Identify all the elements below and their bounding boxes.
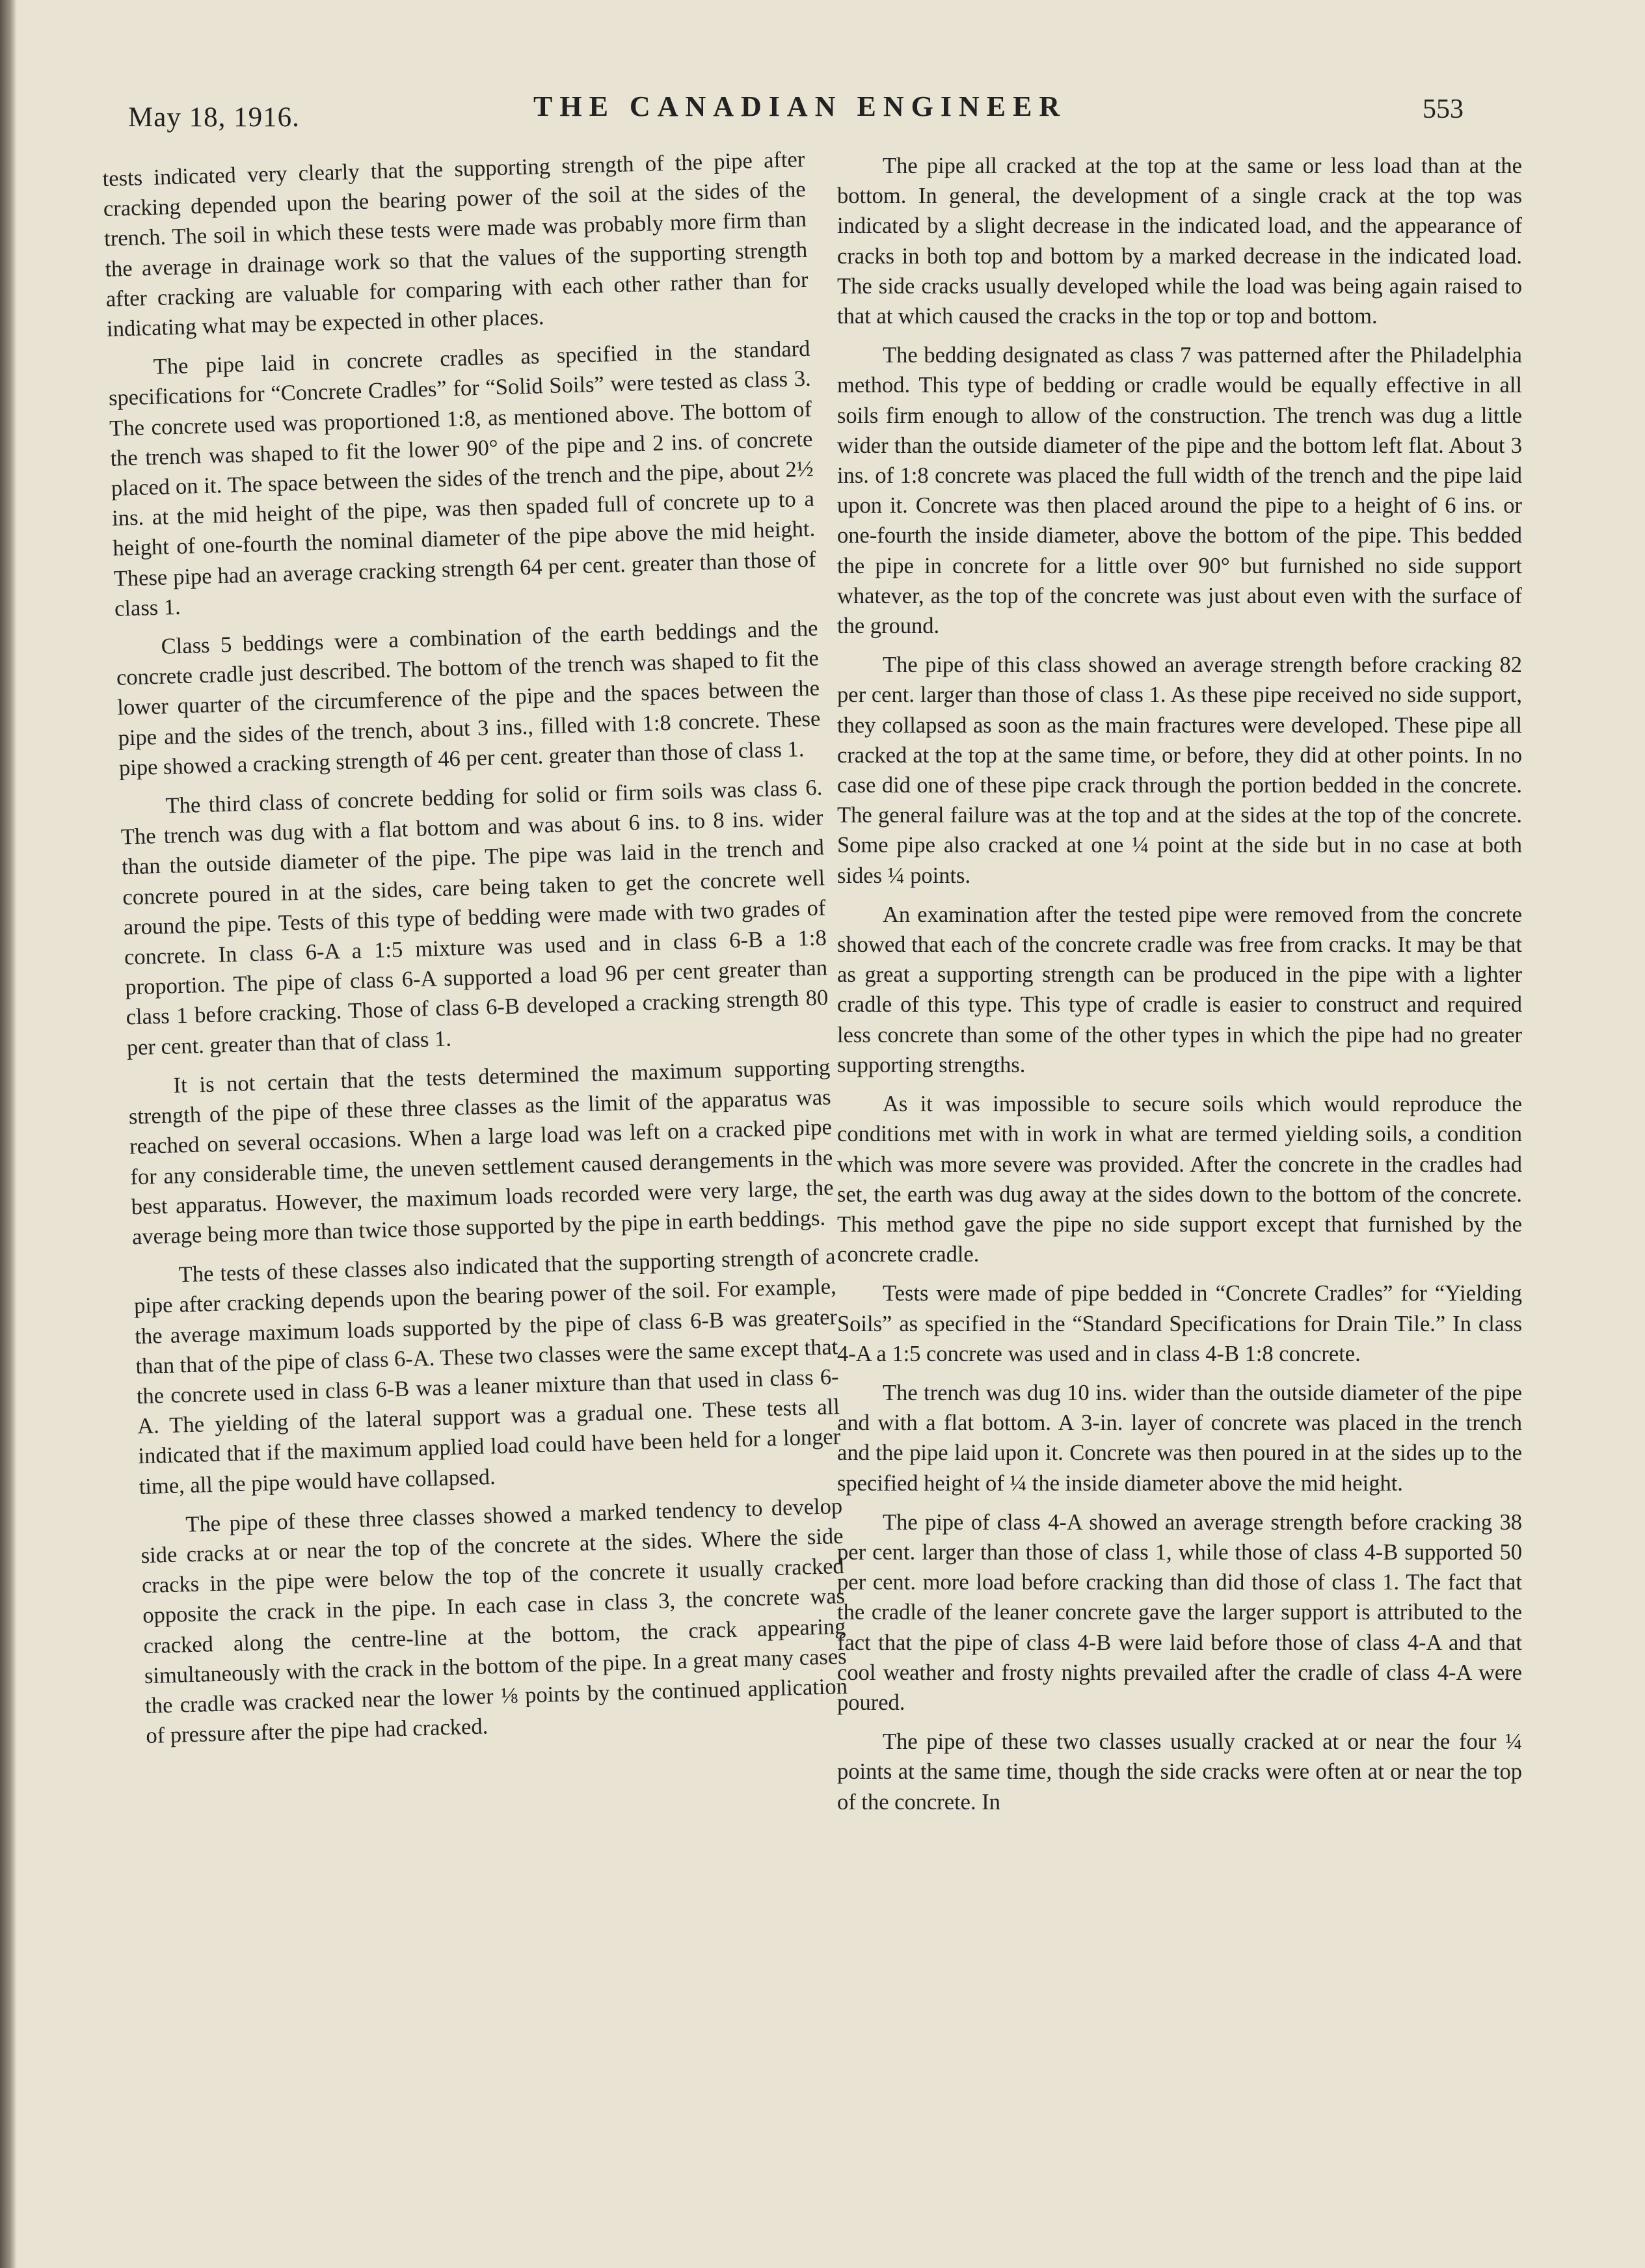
- paragraph: Tests were made of pipe bedded in “Concrete Cradles” for “Yielding Soils” as specified in the “Standard Specifications for Drain Tile.” In class 4-A a 1:5 concrete was used and in class 4-B 1:8 concrete.: [837, 1281, 1522, 1366]
- paragraph: The pipe all cracked at the top at the same or less load than at the bottom. In general, the development of a single crack at the top was indicated by a slight decrease in the indicated load, and the appearance of cracks in both top and bottom by a marked decrease in the indicated load. The side cracks usually developed while the load was being again raised to that at which caused the cracks in the top or top and bottom.: [837, 154, 1522, 329]
- paragraph: An examination after the tested pipe were removed from the concrete showed that each of the concrete cradle was free from cracks. It may be that as great a supporting strength can be produced in the pipe with a lighter cradle of this type. This type of cradle is easier to construct and required less concrete than some of the other types in which the pipe had no greater supporting strengths.: [837, 902, 1522, 1077]
- paragraph: The pipe of these three classes showed a marked tendency to develop side cracks at or near the top of the concrete at the sides. Where the side cracks in the pipe were below the top of the concrete it usually cracked opposite the crack in the pipe. In each case in class 3, the concrete was cracked along the centre-line at the bottom, the crack appearing simultaneously with the crack in the bottom of the pipe. In a great many cases the cradle was cracked near the lower ⅛ points by the continued application of pressure after the pipe had cracked.: [140, 1493, 848, 1749]
- paragraph: The bedding designated as class 7 was patterned after the Philadelphia method. This type of bedding or cradle would be equally effective in all soils firm enough to allow of the construction. The trench was dug a little wider than the outside diameter of the pipe and the bottom left flat. About 3 ins. of 1:8 concrete was placed the full width of the trench and the pipe laid upon it. Concrete was then placed around the pipe to a height of 6 ins. or one-fourth the inside diameter, above the bottom of the pipe. This bedded the pipe in concrete for a little over 90° but furnished no side support whatever, as the top of the concrete was just about even with the surface of the ground.: [837, 343, 1522, 639]
- page-header: [0, 90, 1645, 142]
- journal-title: THE CANADIAN ENGINEER: [533, 90, 1067, 122]
- paragraph: The pipe of class 4-A showed an average strength before cracking 38 per cent. larger than those of class 1, while those of class 4-B supported 50 per cent. more load before cracking than did those of class 1. The fact that the cradle of the leaner concrete gave the larger support is attributed to the fact that the pipe of class 4-B were laid before those of class 4-A and that cool weather and frosty nights prevailed after the cradle of class 4-A were poured.: [837, 1509, 1522, 1715]
- paragraph: The third class of concrete bedding for solid or firm soils was class 6. The trench was dug with a flat bottom and was about 6 ins. to 8 ins. wider than the outside diameter of the pipe. The pipe was laid in the trench and concrete poured in at the sides, care being taken to get the concrete well around the pipe. Tests of this type of bedding were made with two grades of concrete. In class 6-A a 1:5 mixture was used and in class 6-B a 1:8 proportion. The pipe of class 6-A supported a load 96 per cent greater than class 1 before cracking. Those of class 6-B developed a cracking strength 80 per cent. greater than that of class 1.: [120, 775, 829, 1060]
- page-number: 553: [1423, 94, 1464, 124]
- binding-edge: [0, 0, 17, 2268]
- paragraph: The tests of these classes also indicated that the supporting strength of a pipe after cracking depends upon the bearing power of the soil. For example, the average maximum loads supported by the pipe of class 6-B was greater than that of the pipe of class 6-A. These two classes were the same except that the concrete used in class 6-B was a leaner mixture than that used in class 6-A. The yielding of the lateral support was a gradual one. These tests all indicated that if the maximum applied load could have been held for a longer time, all the pipe would have collapsed.: [133, 1244, 841, 1499]
- paragraph: The pipe of these two classes usually cracked at or near the four ¼ points at the same time, though the side cracks were often at or near the top of the concrete. In: [837, 1729, 1522, 1815]
- paragraph: The pipe of this class showed an average strength before cracking 82 per cent. larger than those of class 1. As these pipe received no side support, they collapsed as soon as the main fractures were developed. These pipe all cracked at the top at the same time, or before, they did at other points. In no case did one of these pipe crack through the portion bedded in the concrete. The general failure was at the top and at the sides at the top of the concrete. Some pipe also cracked at one ¼ point at the side but in no case at both sides ¼ points.: [837, 653, 1522, 888]
- paragraph: The pipe laid in concrete cradles as specified in the standard specifications for “Concrete Cradles” for “Solid Soils” were tested as class 3. The concrete used was proportioned 1:8, as mentioned above. The bottom of the trench was shaped to fit the lower 90° of the pipe and 2 ins. of concrete placed on it. The space between the sides of the trench and the pipe, about 2½ ins. at the mid height of the pipe, was then spaded full of concrete up to a height of one-fourth the nominal diameter of the pipe above the mid height. These pipe had an average cracking strength 64 per cent. greater than those of class 1.: [108, 336, 816, 621]
- left-column: [102, 144, 849, 1761]
- paragraph: As it was impossible to secure soils which would reproduce the conditions met with in work in what are termed yielding soils, a condition which was more severe was provided. After the concrete in the cradles had set, the earth was dug away at the sides down to the bottom of the concrete. This method gave the pipe no side support except that furnished by the concrete cradle.: [837, 1092, 1522, 1267]
- paragraph: Class 5 beddings were a combination of the earth beddings and the concrete cradle just described. The bottom of the trench was shaped to fit the lower quarter of the circumference of the pipe and the spaces between the pipe and the sides of the trench, about 3 ins., filled with 1:8 concrete. These pipe showed a cracking strength of 46 per cent. greater than those of class 1.: [116, 615, 821, 781]
- paragraph: tests indicated very clearly that the supporting strength of the pipe after cracking depended upon the bearing power of the soil at the sides of the trench. The soil in which these tests were made was probably more firm than the average in drainage work so that the values of the supporting strength after cracking are valuable for comparing with each other rather than for indicating what may be expected in other places.: [102, 146, 809, 342]
- paragraph: It is not certain that the tests determined the maximum supporting strength of the pipe of these three classes as the limit of the apparatus was reached on several occasions. When a large load was left on a cracked pipe for any considerable time, the uneven settlement caused derangements in the best apparatus. However, the maximum loads recorded were very large, the average being more than twice those supported by the pipe in earth beddings.: [128, 1055, 834, 1250]
- issue-date: May 18, 1916.: [128, 102, 300, 133]
- right-column: [837, 151, 1522, 1826]
- paragraph: The trench was dug 10 ins. wider than the outside diameter of the pipe and with a flat bottom. A 3-in. layer of concrete was placed in the trench and the pipe laid upon it. Concrete was then poured in at the sides up to the specified height of ¼ the inside diameter above the mid height.: [837, 1380, 1522, 1496]
